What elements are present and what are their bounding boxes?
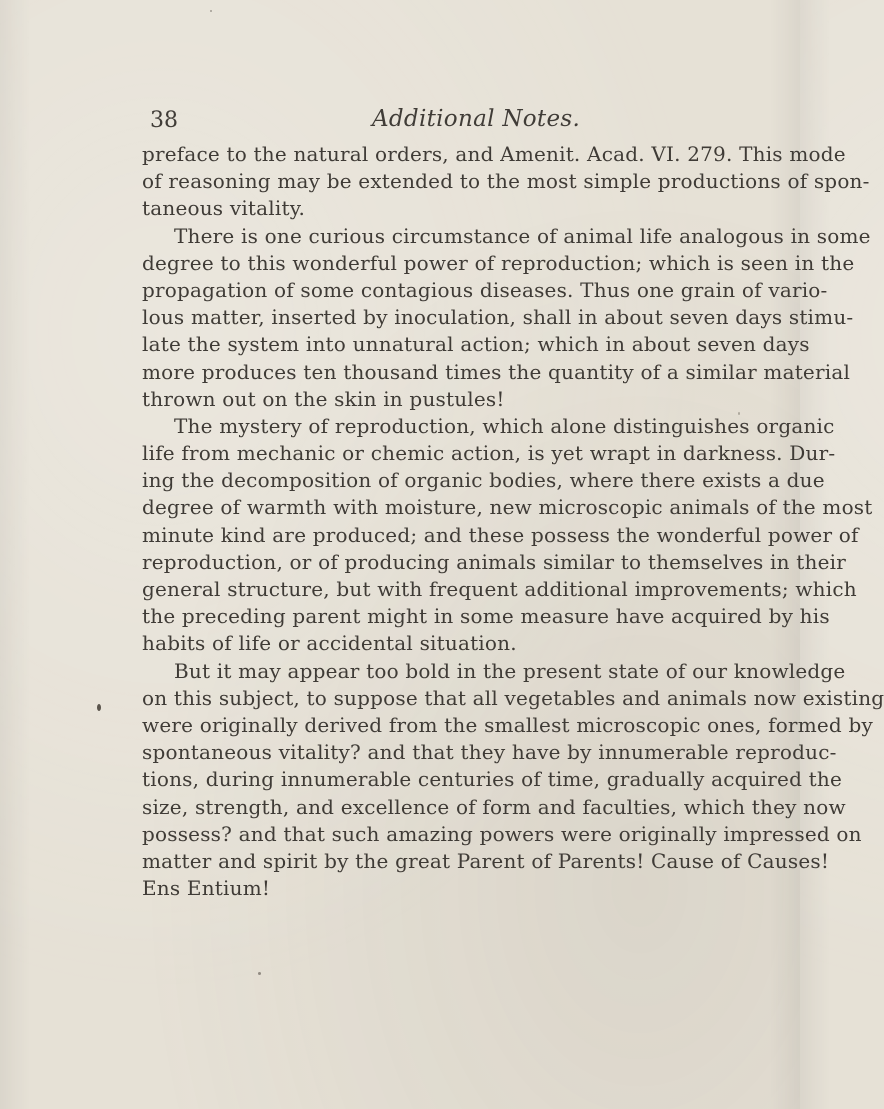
text-line: degree of warmth with moisture, new microscopic animals of the most [142, 495, 873, 520]
text-line: matter and spirit by the great Parent of Parents! Cause of Causes! [142, 848, 830, 873]
text-line: of reasoning may be extended to the most simple productions of spon- [142, 169, 870, 194]
text-line: spontaneous vitality? and that they have by innumerable reproduc- [142, 740, 837, 765]
text-line: on this subject, to suppose that all vegetables and animals now existing [142, 685, 884, 710]
text-line: possess? and that such amazing powers were originally impressed on [142, 821, 862, 846]
text-line: reproduction, or of producing animals similar to themselves in their [142, 549, 846, 574]
text-line: taneous vitality. [142, 196, 306, 221]
text-line: Ens Entium! [142, 876, 271, 901]
text-line: general structure, but with frequent additional improvements; which [142, 577, 857, 601]
text-line: tions, during innumerable centuries of time, gradually acquired the [142, 767, 842, 792]
text-line: life from mechanic or chemic action, is yet wrapt in darkness. Dur- [142, 441, 836, 466]
paper-speck [210, 10, 212, 12]
text-line: degree to this wonderful power of reproduction; which is seen in the [142, 250, 855, 275]
text-line: But it may appear too bold in the present state of our knowledge [174, 658, 846, 683]
text-line: There is one curious circumstance of animal life analogous in some [174, 223, 871, 248]
text-line: the preceding parent might in some measure have acquired by his [142, 604, 830, 629]
page-number: 38 [150, 108, 178, 133]
text-line: thrown out on the skin in pustules! [142, 386, 505, 411]
text-line: ing the decomposition of organic bodies, where there exists a due [142, 468, 825, 493]
running-head: Additional Notes. [372, 106, 581, 132]
text-line: habits of life or accidental situation. [142, 631, 517, 656]
text-line: propagation of some contagious diseases. Thus one grain of vario- [142, 277, 828, 302]
text-line: minute kind are produced; and these possess the wonderful power of [142, 522, 859, 547]
page-header [150, 100, 710, 140]
paper-speck [97, 704, 101, 711]
text-line: late the system into unnatural action; which in about seven days [142, 332, 810, 357]
text-line: more produces ten thousand times the quantity of a similar material [142, 359, 851, 384]
paper-speck [738, 412, 740, 415]
text-line: The mystery of reproduction, which alone distinguishes organic [174, 413, 835, 438]
text-line: preface to the natural orders, and Amenit. Acad. VI. 279. This mode [142, 142, 846, 166]
text-line: size, strength, and excellence of form and faculties, which they now [142, 794, 846, 819]
paper-speck [258, 972, 261, 975]
text-line: lous matter, inserted by inoculation, shall in about seven days stimu- [142, 305, 854, 330]
text-line: were originally derived from the smallest microscopic ones, formed by [142, 712, 873, 737]
body-text [142, 141, 884, 902]
